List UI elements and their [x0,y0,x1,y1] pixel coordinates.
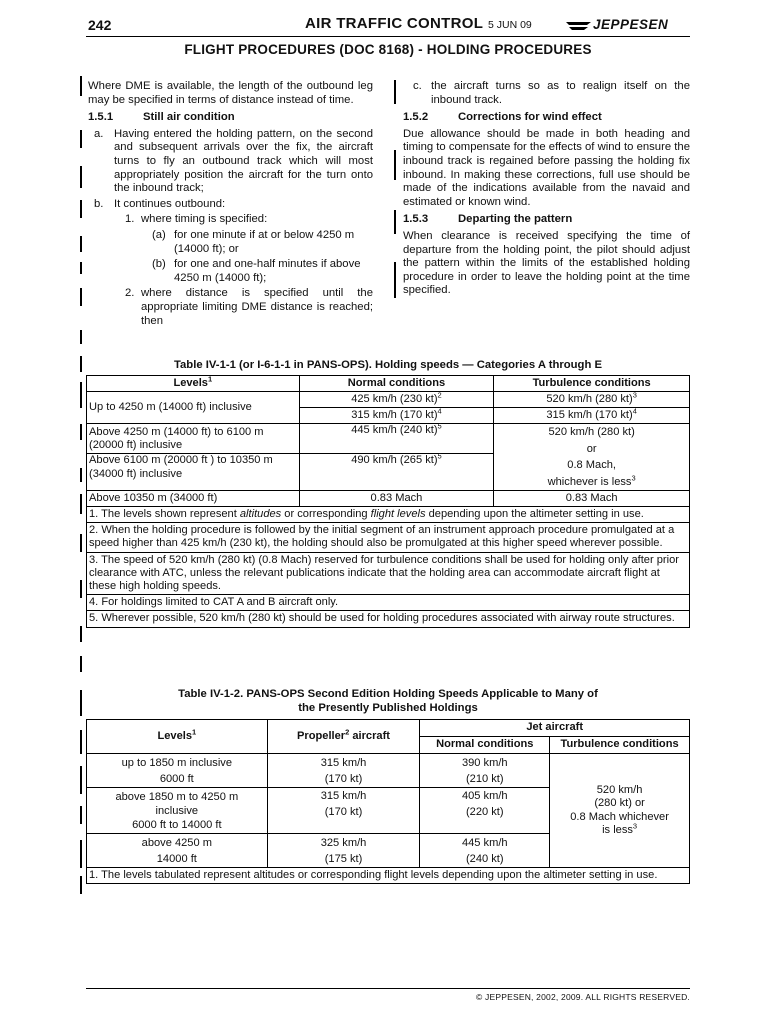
table-note: 1. The levels tabulated represent altitudes or corresponding flight levels depending upon the altimeter setting in use. [87,868,690,884]
column-header: Levels$^1$ [87,376,300,392]
list-item: (a) for one minute if at or below 4250 m (14000 ft); or [152,228,355,255]
table-note-row [87,611,690,627]
table-row [87,424,690,454]
change-bar [80,166,82,188]
change-bar [80,424,82,440]
document-title: FLIGHT PROCEDURES (DOC 8168) - HOLDING PROCEDURES [184,42,592,57]
table-cell: up to 1850 m inclusive 6000 ft [87,754,268,788]
change-bar [80,876,82,894]
change-bar [394,80,396,104]
table-cell: 325 km/h (175 kt) [267,834,420,868]
header-date: 5 JUN 09 [488,19,532,31]
table-row [87,491,690,507]
change-bar [80,356,82,372]
table-header-row [87,720,690,737]
change-bar [394,210,396,234]
change-bar [80,656,82,672]
column-header: Normal conditions [299,376,494,392]
table-note-row [87,523,690,552]
table-row [87,392,690,408]
table-note: 1. The levels shown represent altitudes or corresponding flight levels depending upon the altimeter setting in use. [87,507,690,523]
intro-paragraph: Where DME is available, the length of the outbound leg may be specified in terms of distance instead of time. [88,80,373,106]
change-bar [80,200,82,218]
change-bar [80,76,82,96]
change-bar [80,534,82,552]
copyright-notice: © JEPPESEN, 2002, 2009. ALL RIGHTS RESERVED. [476,992,690,1002]
table-note: 4. For holdings limited to CAT A and B aircraft only. [87,595,690,611]
column-header: Levels$^1$ [87,720,268,754]
change-bar [80,288,82,306]
table-cell: Above 6100 m (20000 ft ) to 10350 m (34000 ft) inclusive [87,454,300,491]
change-bar [80,236,82,252]
column-header: Normal conditions [420,737,550,754]
table-cell: 490 km/h (265 kt)$^5$ [299,454,494,491]
table-cell: 520 km/h (280 kt) or 0.8 Mach whichever is less$^3$ [550,754,690,868]
change-bar [80,262,82,274]
table-cell: 0.83 Mach [494,491,690,507]
table-cell: 405 km/h (220 kt) [420,788,550,834]
section-1-5-1-heading: 1.5.1 Still air condition [88,111,235,124]
change-bar [80,580,82,598]
jeppesen-logo [565,17,690,35]
column-header: Propeller$^2$ aircraft [267,720,420,754]
table-note-row [87,552,690,595]
change-bar [80,730,82,754]
table-cell: 315 km/h (170 kt)$^4$ [299,408,494,424]
table-cell: 445 km/h (240 kt)$^5$ [299,424,494,454]
table-note: 3. The speed of 520 km/h (280 kt) (0.8 Mach) reserved for turbulence conditions shall be used for holding only after prior clearance with ATC, unless the relevant publications indicate that the holding area can accommodate aircraft flight at these high holding speeds. [87,552,690,595]
change-bar [80,494,82,514]
jeppesen-swoosh-icon [565,19,595,33]
change-bar [80,806,82,824]
right-column [403,80,690,302]
change-bar [80,330,82,344]
table-cell: above 1850 m to 4250 m inclusive 6000 ft to 14000 ft [87,788,268,834]
table-cell: Above 4250 m (14000 ft) to 6100 m (20000 ft) inclusive [87,424,300,454]
table-note-row [87,868,690,884]
table-cell: 0.83 Mach [299,491,494,507]
section-1-5-3-heading: 1.5.3 Departing the pattern [403,213,573,226]
table-cell: 315 km/h (170 kt) [267,754,420,788]
section-1-5-3-text: When clearance is received specifying the time of departure from the holding point, the pilot should adjust the pattern within the limits of the established holding procedure in order to leave the holding point at the time specified. [403,229,690,297]
brand-name: JEPPESEN [593,17,669,32]
table-header-row [87,376,690,392]
table-cell: 520 km/h (280 kt) or 0.8 Mach, whichever is less$^3$ [494,424,690,491]
change-bar [80,130,82,148]
list-item: c. the aircraft turns so as to realign itself on the inbound track. [413,80,690,106]
table-cell: 520 km/h (280 kt)$^3$ [494,392,690,408]
holding-speeds-table [86,375,690,628]
footer-rule [86,988,690,989]
change-bar [80,766,82,794]
change-bar [80,840,82,868]
list-item: a. Having entered the holding pattern, on the second and subsequent arrivals over the fix, the aircraft turns to fly an outbound track which will most appropriately position the aircraft for the turn onto the inbound track; [94,127,373,195]
list-item: 1. where timing is specified: [125,213,268,226]
change-bar [80,626,82,642]
table-cell: 315 km/h (170 kt)$^4$ [494,408,690,424]
table1-caption: Table IV-1-1 (or I-6-1-1 in PANS-OPS). Holding speeds — Categories A through E [173,359,603,371]
list-item: (b) for one and one-half minutes if above 4250 m (14000 ft); [152,258,361,284]
column-header: Turbulence conditions [494,376,690,392]
table-note-row [87,595,690,611]
left-column [88,80,373,330]
table-cell: Above 10350 m (34000 ft) [87,491,300,507]
header-rule [86,36,690,37]
change-bar [80,468,82,482]
table-cell: 445 km/h (240 kt) [420,834,550,868]
change-bar [80,690,82,716]
table-cell: 315 km/h (170 kt) [267,788,420,834]
table-note-row [87,507,690,523]
table-cell: Up to 4250 m (14000 ft) inclusive [87,392,300,424]
table-row [87,754,690,788]
list-item: 2. where distance is specified until the appropriate limiting DME distance is reached; then [125,287,373,327]
change-bar [80,382,82,408]
table-cell: 390 km/h (210 kt) [420,754,550,788]
column-header: Jet aircraft [420,720,690,737]
section-1-5-2-heading: 1.5.2 Corrections for wind effect [403,111,602,124]
change-bar [394,150,396,180]
list-item: b. It continues outbound: [94,197,226,210]
header-title: AIR TRAFFIC CONTROL [305,15,484,32]
page-number: 242 [88,17,112,33]
change-bar [394,262,396,298]
table-note: 2. When the holding procedure is followed by the initial segment of an instrument approach procedure promulgated at a speed higher than 425 km/h (230 kt), the holding should also be promulgated at this higher speed wherever possible. [87,523,690,552]
pans-ops-holding-speeds-table [86,719,690,884]
column-header: Turbulence conditions [550,737,690,754]
table-note: 5. Wherever possible, 520 km/h (280 kt) should be used for holding procedures associated with airway route structures. [87,611,690,627]
section-1-5-2-text: Due allowance should be made in both heading and timing to compensate for the effects of wind to ensure the inbound track is regained before passing the holding fix inbound. In making these corrections, full use should be made of the indications available from the navaid and estimated or known wind. [403,127,690,208]
table-cell: above 4250 m 14000 ft [87,834,268,868]
table-cell: 425 km/h (230 kt)$^2$ [299,392,494,408]
table2-caption: Table IV-1-2. PANS-OPS Second Edition Holding Speeds Applicable to Many of the Presently Published Holdings [178,688,598,714]
